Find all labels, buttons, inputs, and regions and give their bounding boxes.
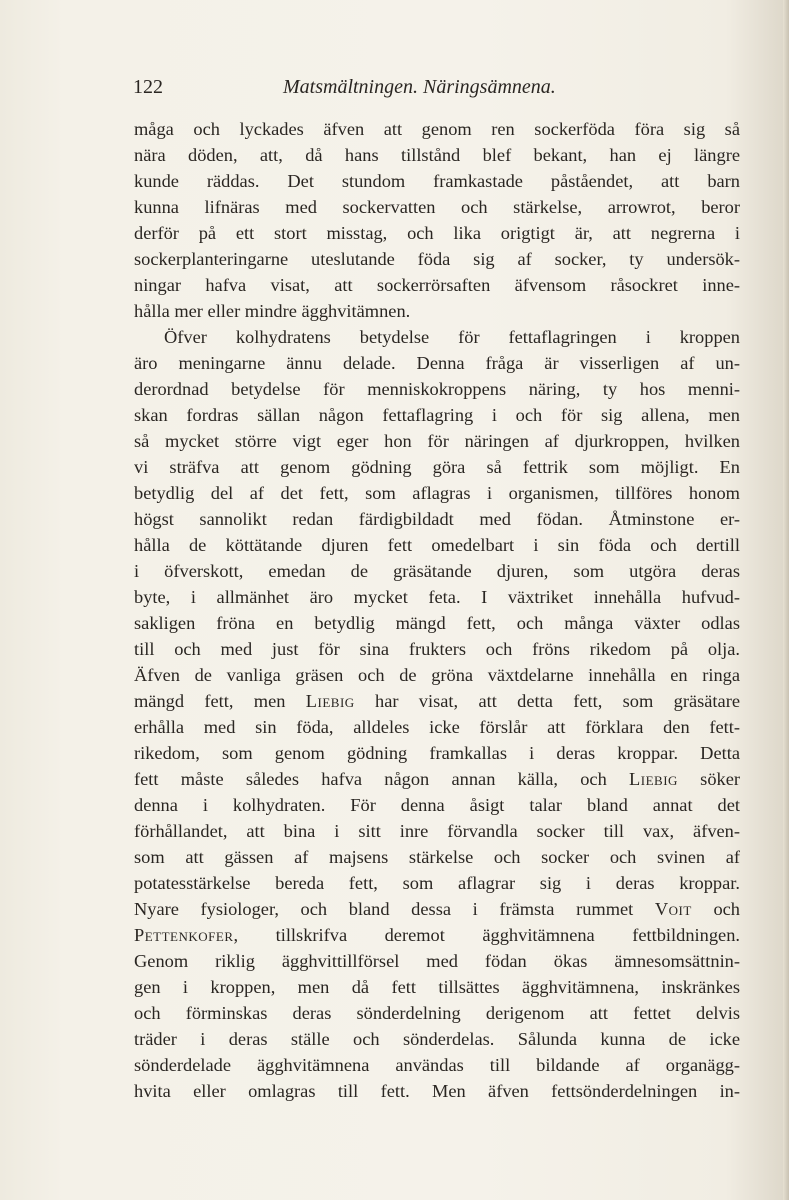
text-line	[134, 688, 740, 714]
text-line: rikedom, som genom gödning framkallas i deras kroppar. Detta	[134, 743, 740, 763]
text-line: äro meningarne ännu delade. Denna fråga är visserligen af un-	[134, 353, 740, 373]
text-line	[134, 766, 740, 792]
text-line: måga och lyckades äfven att genom ren sockerföda föra sig så	[134, 119, 740, 139]
text-line: hålla de köttätande djuren fett omedelbart i sin föda och dertill	[134, 535, 740, 555]
text-line: Öfver kolhydratens betydelse för fettaflagringen i kroppen	[164, 327, 740, 347]
text-line: Äfven de vanliga gräsen och de gröna växtdelarne innehålla en ringa	[134, 665, 740, 685]
text-line: kunna lifnäras med sockervatten och stärkelse, arrowrot, beror	[134, 197, 740, 217]
author-name-voit: Voit	[654, 899, 692, 919]
text-line: träder i deras ställe och sönderdelas. Sålunda kunna de icke	[134, 1029, 740, 1049]
text-line: hvita eller omlagras till fett. Men äfven fettsönderdelningen in-	[134, 1081, 740, 1101]
text-segment: söker	[677, 769, 740, 789]
text-line: vi sträfva att genom gödning göra så fettrik som möjligt. En	[134, 457, 740, 477]
text-line: i öfverskott, emedan de gräsätande djuren, som utgöra deras	[134, 561, 740, 581]
author-name-liebig: Liebig	[629, 769, 678, 789]
text-line: sakligen fröna en betydlig mängd fett, och många växter odlas	[134, 613, 740, 633]
text-line	[134, 922, 740, 948]
text-line: sockerplanteringarne uteslutande föda sig af socker, ty undersök-	[134, 249, 740, 269]
body-text	[134, 116, 740, 1104]
text-line: som att gässen af majsens stärkelse och socker och svinen af	[134, 847, 740, 867]
text-line: skan fordras sällan någon fettaflagring i och för sig allena, men	[134, 405, 740, 425]
text-line: högst sannolikt redan färdigbildadt med födan. Åtminstone er-	[134, 509, 740, 529]
text-line: potatesstärkelse bereda fett, som aflagrar sig i deras kroppar.	[134, 873, 740, 893]
text-segment: fett måste således hafva någon annan källa, och	[134, 769, 607, 789]
text-line	[134, 896, 740, 922]
text-line: nära döden, att, då hans tillstånd blef bekant, han ej längre	[134, 145, 740, 165]
page-number: 122	[133, 76, 163, 98]
text-line: derför på ett stort misstag, och lika origtigt är, att negrerna i	[134, 223, 740, 243]
text-segment: Nyare fysiologer, och bland dessa i främsta rummet	[134, 899, 655, 919]
running-head: Matsmältningen. Näringsämnena.	[283, 76, 556, 98]
text-segment: mängd fett, men	[134, 691, 306, 711]
text-line: derordnad betydelse för menniskokroppens näring, ty hos menni-	[134, 379, 740, 399]
text-segment: , tillskrifva deremot ägghvitämnena fettbildningen.	[233, 925, 740, 945]
page-edge	[783, 0, 789, 1200]
text-line: så mycket större vigt eger hon för näringen af djurkroppen, hvilken	[134, 431, 740, 451]
text-line: byte, i allmänhet äro mycket feta. I växtriket innehålla hufvud-	[134, 587, 740, 607]
text-line: betydlig del af det fett, som aflagras i organismen, tillföres honom	[134, 483, 740, 503]
text-line: gen i kroppen, men då fett tillsättes ägghvitämnena, inskränkes	[134, 977, 740, 997]
text-line: förhållandet, att bina i sitt inre förvandla socker till vax, äfven-	[134, 821, 740, 841]
text-line: ningar hafva visat, att sockerrörsaften äfvensom råsockret inne-	[134, 275, 740, 295]
text-line: erhålla med sin föda, alldeles icke förslår att förklara den fett-	[134, 717, 740, 737]
text-segment: och	[691, 899, 740, 919]
text-line: sönderdelade ägghvitämnena användas till bildande af organägg-	[134, 1055, 740, 1075]
text-line: hålla mer eller mindre ägghvitämnen.	[134, 301, 411, 321]
text-line: och förminskas deras sönderdelning derigenom att fettet delvis	[134, 1003, 740, 1023]
author-name-liebig: Liebig	[305, 691, 355, 711]
text-line: till och med just för sina frukters och fröns rikedom på olja.	[134, 639, 740, 659]
page-header	[133, 72, 593, 102]
text-line: denna i kolhydraten. För denna åsigt talar bland annat det	[134, 795, 740, 815]
text-segment: har visat, att detta fett, som gräsätare	[354, 691, 740, 711]
text-line: Genom riklig ägghvittillförsel med födan ökas ämnesomsättnin-	[134, 951, 740, 971]
author-name-pettenkofer: Pettenkofer	[134, 925, 234, 945]
text-line: kunde räddas. Det stundom framkastade påståendet, att barn	[134, 171, 740, 191]
